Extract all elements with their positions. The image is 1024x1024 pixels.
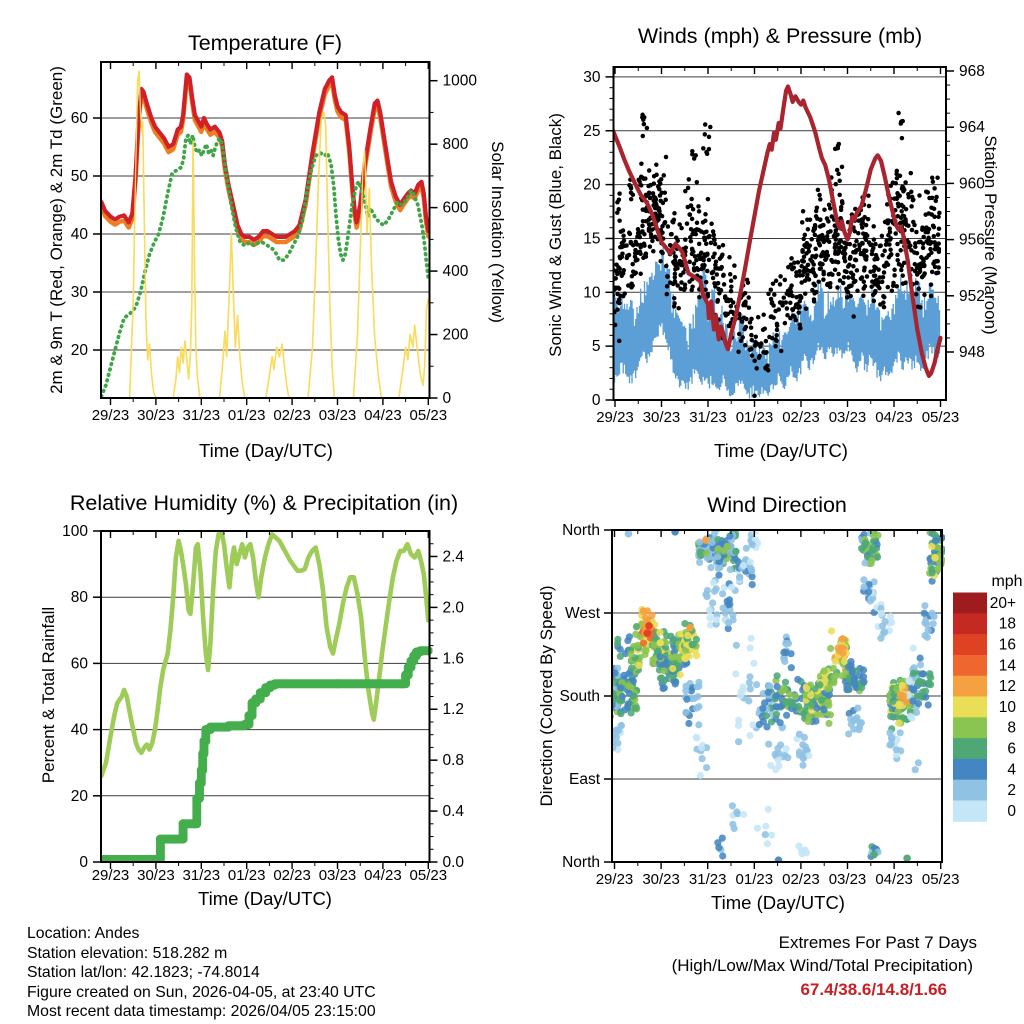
colorbar-tick-label: 20+ (989, 594, 1016, 612)
colorbar-tick-label: 6 (1007, 740, 1016, 758)
wind-direction-xtick-label: 02/23 (782, 871, 820, 888)
temperature-xtick-label: 05/23 (409, 407, 448, 424)
pressure-ytick-label: 956 (959, 231, 985, 249)
direction-ytick-label: South (559, 688, 600, 705)
wind-yaxis-label: Sonic Wind & Gust (Blue, Black) (546, 113, 565, 357)
colorbar-unit-label: mph (991, 573, 1023, 590)
humidity-xtick-label: 03/23 (318, 867, 357, 884)
wind-ytick-label: 20 (583, 176, 601, 194)
colorbar-tick-label: 8 (1007, 719, 1016, 737)
wind-direction-title: Wind Direction (707, 493, 847, 517)
pressure-ytick-label: 952 (959, 287, 985, 305)
figure-created-timestamp: Figure created on Sun, 2026-04-05, at 23:40 UTC (27, 983, 376, 1001)
temperature-xtick-label: 02/23 (273, 407, 311, 424)
winds-xtick-label: 30/23 (642, 409, 681, 426)
winds-pressure-title: Winds (mph) & Pressure (mb) (637, 24, 923, 48)
speed-colorbar (953, 573, 1023, 822)
precip-ytick-label: 1.6 (442, 650, 465, 668)
temperature-xtick-label: 01/23 (227, 407, 266, 424)
rainfall-ytick-label: 0 (79, 854, 88, 871)
colorbar-tick-label: 0 (1007, 802, 1016, 820)
pressure-ytick-label: 968 (959, 63, 985, 80)
precip-ytick-label: 0.4 (442, 803, 465, 821)
station-latlon: Station lat/lon: 42.1823; -74.8014 (27, 964, 260, 982)
solar-ytick-label: 800 (442, 136, 469, 154)
winds-xtick-label: 05/23 (921, 409, 960, 426)
winds-xtick-label: 02/23 (782, 409, 820, 426)
wind-direction-xtick-label: 31/23 (688, 871, 727, 888)
colorbar-tick-label: 18 (998, 615, 1016, 633)
wind-ytick-label: 30 (583, 68, 601, 86)
humidity-xtick-label: 05/23 (409, 867, 448, 884)
humidity-precip-title: Relative Humidity (%) & Precipitation (in) (69, 491, 459, 515)
winds-xtick-label: 29/23 (596, 409, 634, 426)
pressure-ytick-label: 960 (959, 175, 985, 193)
humidity-xtick-label: 31/23 (182, 867, 221, 884)
humidity-xtick-label: 01/23 (227, 867, 266, 884)
precip-ytick-label: 1.2 (442, 701, 465, 719)
temperature-xtick-label: 03/23 (318, 407, 357, 424)
wind-direction-xtick-label: 29/23 (595, 871, 634, 888)
temperature-ytick-label: 40 (70, 226, 88, 243)
direction-ytick-label: North (562, 522, 600, 539)
wind-ytick-label: 25 (583, 122, 601, 140)
temperature-xaxis-label: Time (Day/UTC) (199, 440, 333, 461)
wind-ytick-label: 15 (583, 230, 601, 248)
temperature-xtick-label: 31/23 (182, 407, 221, 424)
extremes-heading: Extremes For Past 7 Days (778, 933, 977, 952)
precip-ytick-label: 0.0 (442, 854, 465, 871)
wind-direction-xtick-label: 30/23 (642, 871, 680, 888)
wind-ytick-label: 10 (583, 284, 601, 302)
winds-xtick-label: 01/23 (735, 409, 774, 426)
humidity-xtick-label: 04/23 (364, 867, 402, 884)
temperature-yaxis-label: 2m & 9m T (Red, Orange) & 2m Td (Green) (47, 66, 66, 394)
solar-ytick-label: 0 (442, 390, 452, 407)
humidity-precip-plot (97, 531, 433, 864)
precip-ytick-label: 2.0 (442, 599, 465, 617)
temperature-xtick-label: 04/23 (364, 407, 402, 424)
wind-direction-xtick-label: 04/23 (875, 871, 913, 888)
station-elevation: Station elevation: 518.282 m (27, 944, 228, 962)
station-location: Location: Andes (27, 925, 140, 942)
humidity-xtick-label: 29/23 (91, 867, 130, 884)
wind-direction-xtick-label: 05/23 (921, 871, 960, 888)
wind-ytick-label: 0 (591, 392, 601, 409)
temperature-ytick-label: 50 (70, 168, 88, 185)
extremes-subheading: (High/Low/Max Wind/Total Precipitation) (671, 956, 973, 975)
temperature-xtick-label: 30/23 (137, 407, 175, 424)
temperature-ytick-label: 30 (70, 284, 88, 301)
humidity-xaxis-label: Time (Day/UTC) (198, 888, 332, 909)
winds-pressure-plot (603, 87, 941, 399)
pressure-ytick-label: 964 (959, 119, 985, 137)
rainfall-ytick-label: 100 (62, 523, 88, 540)
station-info (27, 924, 376, 1022)
colorbar-tick-label: 14 (998, 657, 1016, 675)
direction-ytick-label: North (562, 854, 600, 871)
colorbar-tick-label: 16 (998, 636, 1016, 654)
wind-direction-xaxis-label: Time (Day/UTC) (711, 892, 845, 913)
colorbar-tick-label: 2 (1007, 782, 1016, 800)
humidity-xtick-label: 02/23 (273, 867, 311, 884)
temperature-xtick-label: 29/23 (91, 407, 130, 424)
winds-xtick-label: 31/23 (689, 409, 727, 426)
solar-ytick-label: 600 (442, 199, 469, 217)
solar-ytick-label: 1000 (442, 72, 477, 90)
extremes-values: 67.4/38.6/14.8/1.66 (800, 980, 947, 999)
winds-xtick-label: 04/23 (875, 409, 913, 426)
wind-direction-plot (604, 526, 946, 865)
precip-ytick-label: 2.4 (442, 548, 465, 566)
temperature-ytick-label: 60 (70, 110, 88, 127)
direction-ytick-label: West (564, 605, 600, 622)
temperature-plot (101, 71, 428, 398)
solar-yaxis-label: Solar Insolation (Yellow) (488, 141, 507, 323)
precip-ytick-label: 0.8 (442, 752, 465, 770)
pressure-ytick-label: 948 (959, 344, 985, 361)
rainfall-ytick-label: 40 (70, 721, 88, 739)
winds-xtick-label: 03/23 (828, 409, 867, 426)
temperature-title: Temperature (F) (187, 31, 343, 55)
rainfall-yaxis-label: Percent & Total Rainfall (39, 606, 58, 784)
solar-ytick-label: 200 (442, 326, 469, 344)
wind-direction-xtick-label: 03/23 (828, 871, 867, 888)
rainfall-ytick-label: 20 (70, 787, 88, 805)
rainfall-ytick-label: 60 (70, 655, 88, 673)
pressure-yaxis-label: Station Pressure (Maroon) (981, 135, 1000, 335)
humidity-xtick-label: 30/23 (137, 867, 175, 884)
wind-ytick-label: 5 (591, 338, 601, 356)
temperature-ytick-label: 20 (70, 342, 88, 359)
colorbar-tick-label: 10 (998, 698, 1016, 716)
colorbar-tick-label: 4 (1007, 761, 1016, 779)
direction-ytick-label: East (568, 771, 600, 788)
direction-yaxis-label: Direction (Colored By Speed) (537, 585, 556, 807)
solar-ytick-label: 400 (442, 263, 469, 281)
most-recent-data-timestamp: Most recent data timestamp: 2026/04/05 23:15:00 (27, 1003, 376, 1021)
wind-direction-xtick-label: 01/23 (735, 871, 774, 888)
winds-xaxis-label: Time (Day/UTC) (714, 440, 848, 461)
colorbar-tick-label: 12 (998, 678, 1016, 696)
rainfall-ytick-label: 80 (70, 589, 88, 607)
